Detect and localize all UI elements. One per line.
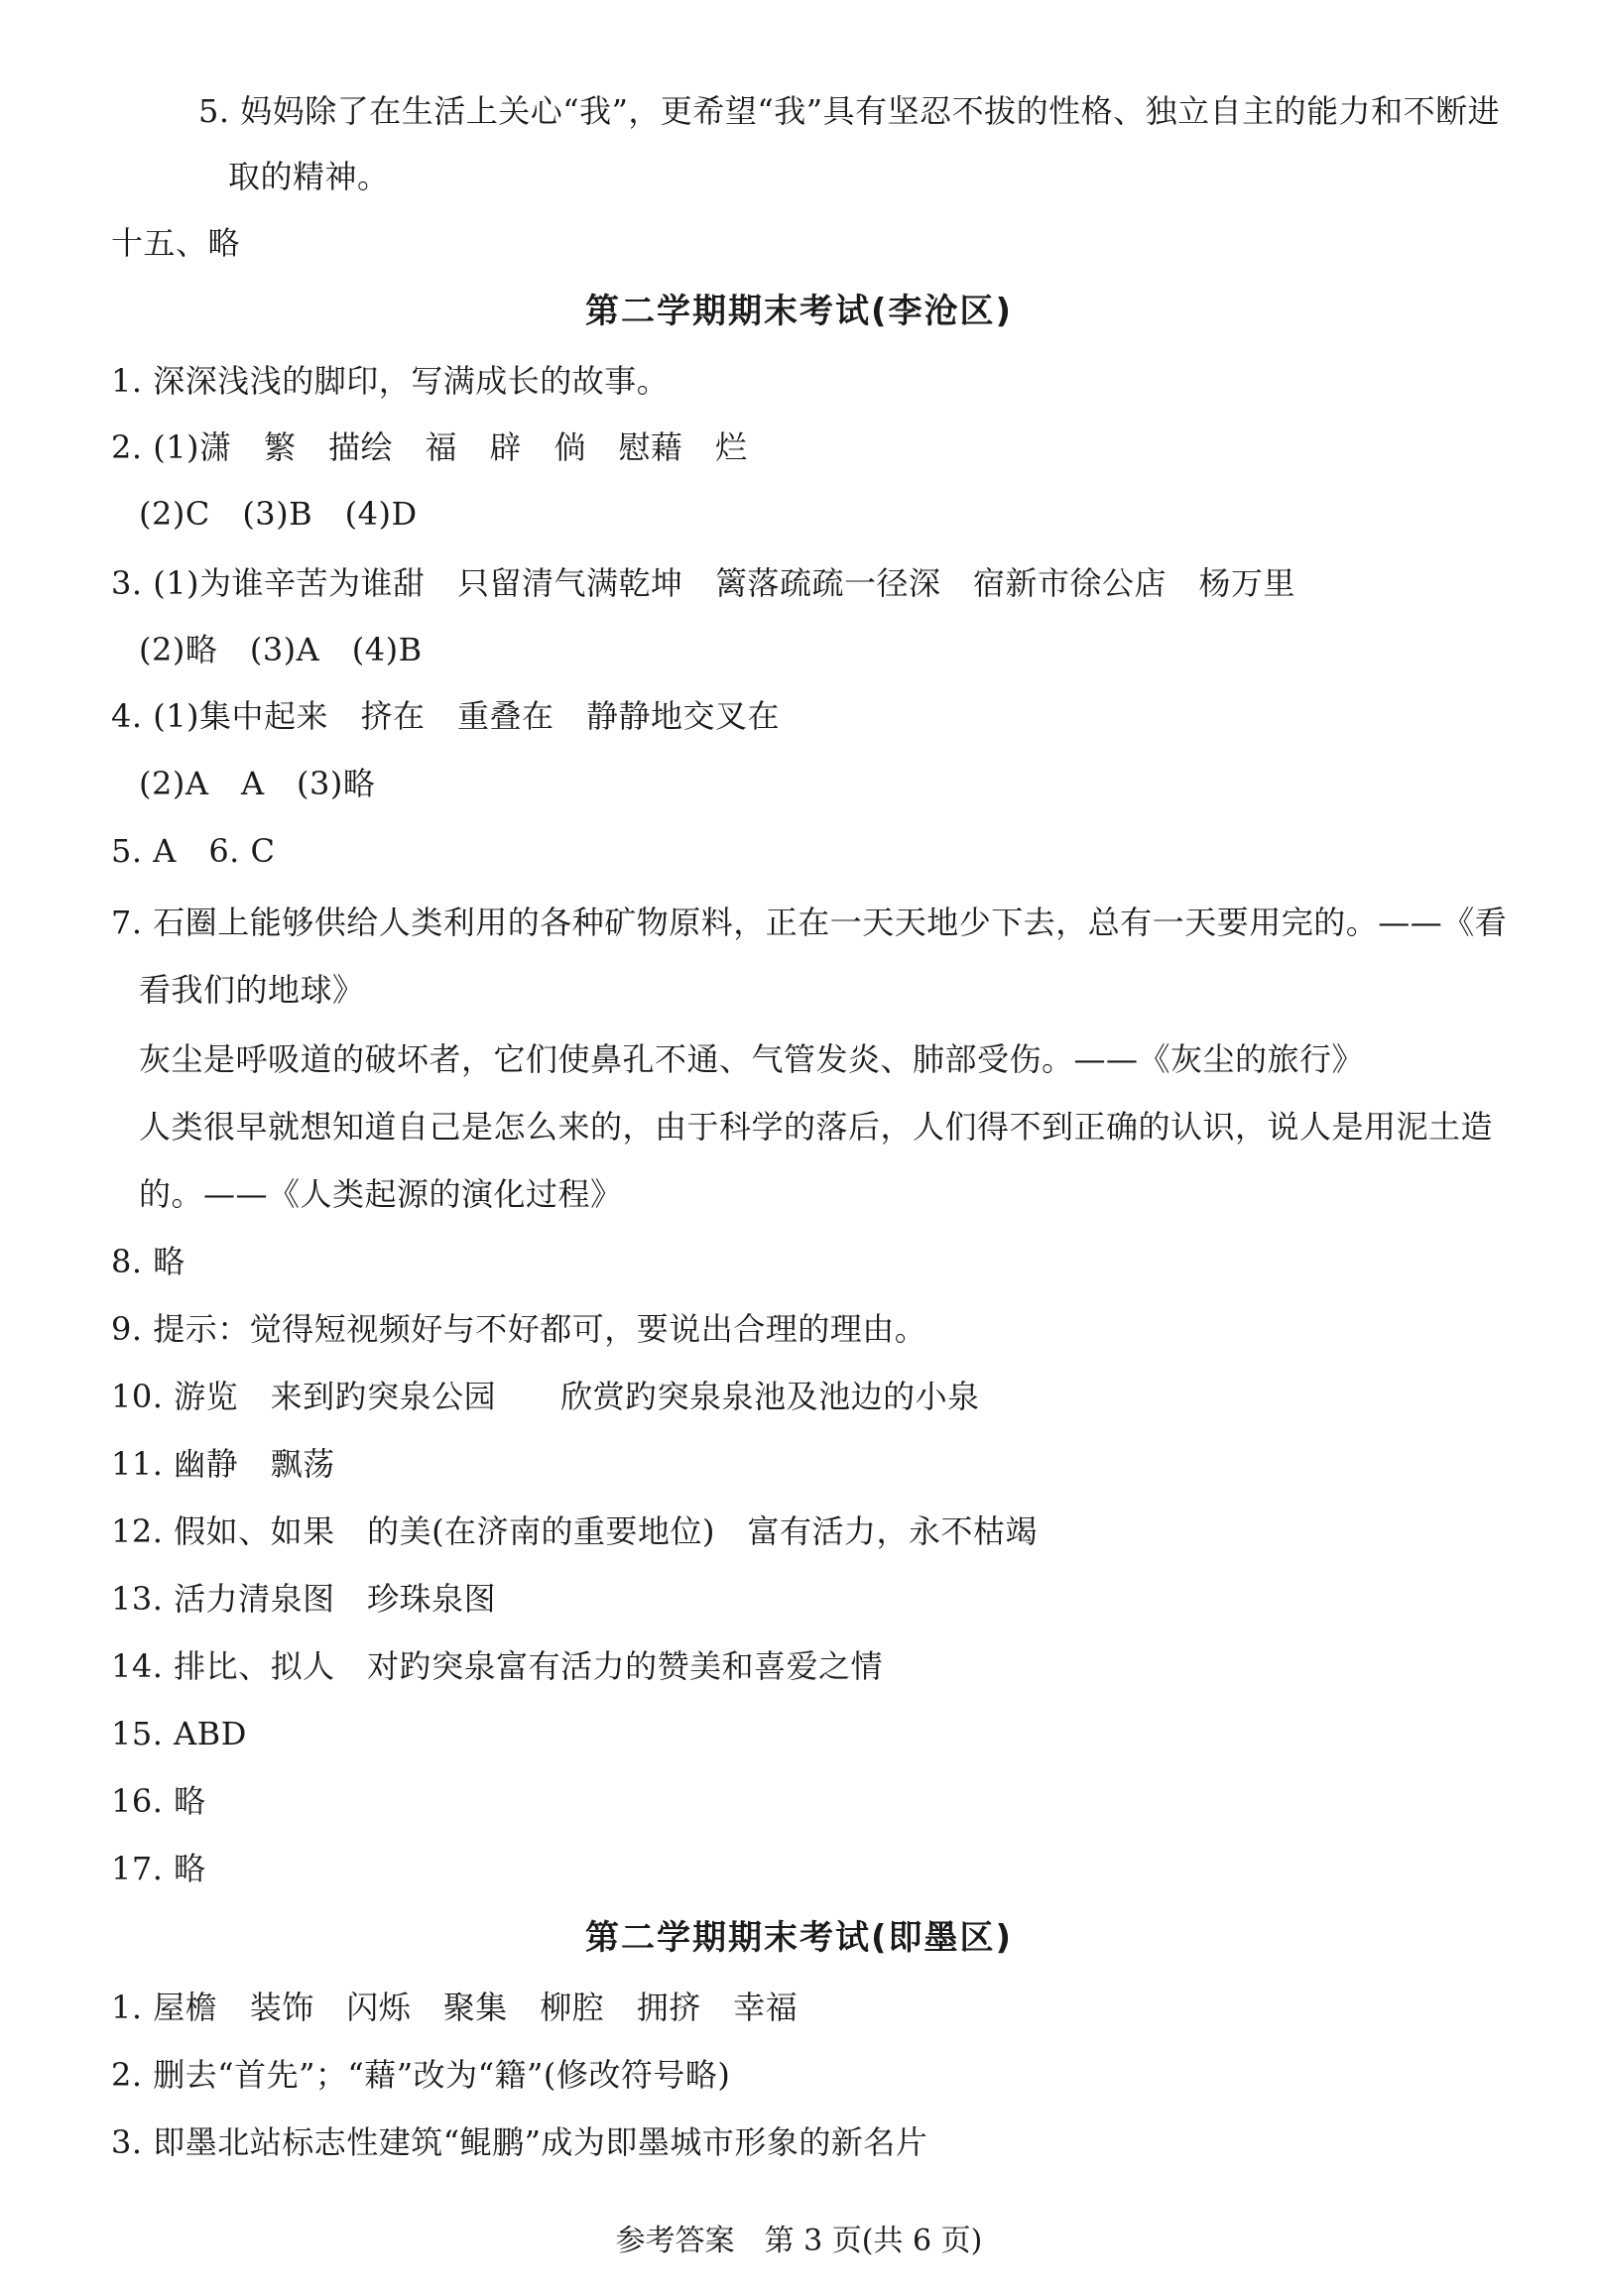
jimo-answer-3: 3. 即墨北站标志性建筑“鲲鹏”成为即墨城市形象的新名片 [111,2123,928,2161]
licang-answer-13: 13. 活力清泉图 珍珠泉图 [111,1580,497,1618]
q5-answer-line2: 取的精神。 [228,158,390,195]
page-footer: 参考答案 第 3 页(共 6 页) [615,2224,983,2258]
licang-answer-1: 1. 深深浅浅的脚印，写满成长的故事。 [111,362,670,400]
licang-answer-9: 9. 提示：觉得短视频好与不好都可，要说出合理的理由。 [111,1310,927,1348]
licang-answer-3-sub: (2)略 (3)A (4)B [139,631,423,668]
licang-answer-3: 3. (1)为谁辛苦为谁甜 只留清气满乾坤 篱落疏疏一径深 宿新市徐公店 杨万里 [111,564,1296,602]
licang-answer-11: 11. 幽静 飘荡 [111,1445,335,1483]
licang-answer-8: 8. 略 [111,1243,185,1280]
section-heading-licang: 第二学期期末考试(李沧区) [584,292,1014,331]
q15-answer: 十五、略 [111,224,241,262]
jimo-answer-2: 2. 删去“首先”；“藉”改为“籍”(修改符号略) [111,2056,731,2094]
jimo-answer-1: 1. 屋檐 装饰 闪烁 聚集 柳腔 拥挤 幸福 [111,1989,799,2026]
licang-answer-10: 10. 游览 来到趵突泉公园 欣赏趵突泉泉池及池边的小泉 [111,1378,980,1415]
licang-answer-2-sub: (2)C (3)B (4)D [139,495,418,533]
licang-answer-4: 4. (1)集中起来 挤在 重叠在 静静地交叉在 [111,697,781,735]
section-heading-jimo: 第二学期期末考试(即墨区) [584,1918,1014,1958]
licang-answer-7-line1: 7. 石圈上能够供给人类利用的各种矿物原料，正在一天天地少下去，总有一天要用完的。——《看 [111,904,1508,941]
licang-answer-7-line5: 的。——《人类起源的演化过程》 [139,1175,623,1213]
licang-answer-4-sub: (2)A A (3)略 [139,765,376,802]
licang-answer-7-line3: 灰尘是呼吸道的破坏者，它们使鼻孔不通、气管发炎、肺部受伤。——《灰尘的旅行》 [139,1040,1365,1078]
licang-answer-14: 14. 排比、拟人 对趵突泉富有活力的赞美和喜爱之情 [111,1647,884,1685]
licang-answer-2: 2. (1)潇 繁 描绘 福 辟 倘 慰藉 烂 [111,428,748,466]
licang-answer-15: 15. ABD [111,1715,247,1752]
licang-answer-17: 17. 略 [111,1850,206,1887]
q5-answer-line1: 5. 妈妈除了在生活上关心“我”，更希望“我”具有坚忍不拔的性格、独立自主的能力和不断进 [198,92,1501,130]
licang-answer-12: 12. 假如、如果 的美(在济南的重要地位) 富有活力，永不枯竭 [111,1512,1039,1550]
licang-answer-5-6: 5. A 6. C [111,832,276,870]
licang-answer-7-line2: 看我们的地球》 [139,971,365,1009]
licang-answer-16: 16. 略 [111,1782,206,1820]
licang-answer-7-line4: 人类很早就想知道自己是怎么来的，由于科学的落后，人们得不到正确的认识，说人是用泥土造 [139,1108,1494,1146]
